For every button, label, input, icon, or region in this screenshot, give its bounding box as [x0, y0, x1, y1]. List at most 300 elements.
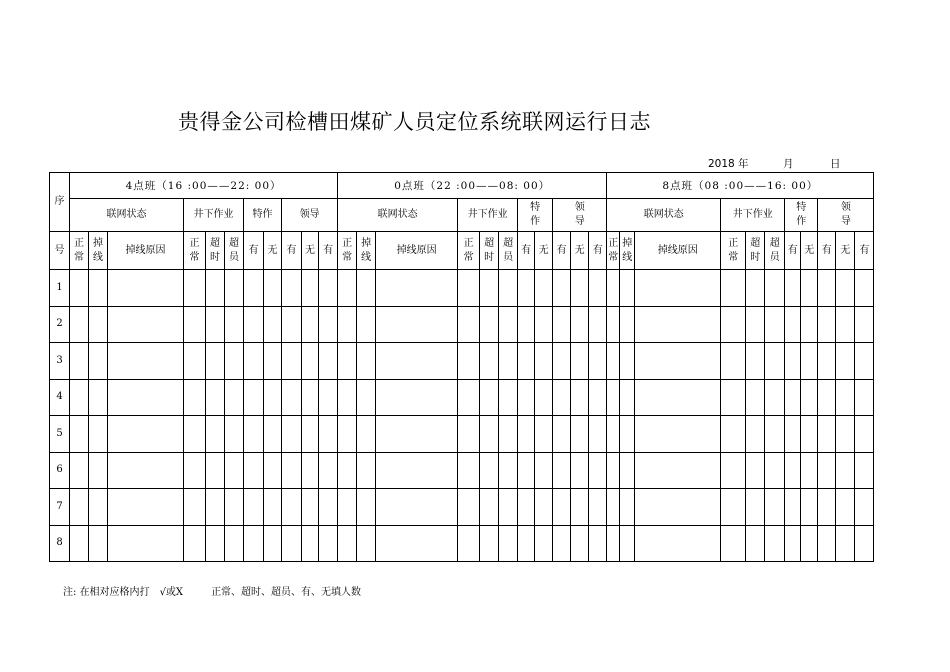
table-cell	[357, 379, 376, 416]
table-cell	[801, 452, 818, 489]
table-cell	[571, 416, 589, 453]
table-cell	[785, 379, 801, 416]
table-cell	[499, 270, 518, 307]
table-cell	[535, 343, 553, 380]
table-cell	[785, 525, 801, 562]
table-cell	[635, 416, 721, 453]
table-cell	[765, 343, 785, 380]
table-cell	[607, 416, 620, 453]
shift-2-normal-header-0	[338, 232, 357, 270]
table-cell	[518, 379, 535, 416]
table-cell	[302, 525, 319, 562]
table-cell	[206, 343, 225, 380]
table-cell	[765, 306, 785, 343]
table-cell	[319, 343, 338, 380]
table-cell	[785, 452, 801, 489]
table-cell	[765, 489, 785, 526]
shift-2-overstaff-header-5	[499, 232, 518, 270]
table-cell	[801, 270, 818, 307]
shift-1-network-header: 联网状态	[70, 199, 184, 232]
shift-1-underground-header: 井下作业	[184, 199, 244, 232]
table-cell	[818, 306, 836, 343]
table-cell	[225, 489, 244, 526]
table-cell	[302, 379, 319, 416]
table-cell	[518, 416, 535, 453]
table-cell	[458, 525, 480, 562]
table-cell	[206, 416, 225, 453]
table-cell	[376, 306, 458, 343]
table-cell	[264, 343, 282, 380]
table-cell	[89, 416, 108, 453]
shift-2-have-header-6: 有	[518, 232, 535, 270]
table-cell	[620, 525, 635, 562]
shift-2-dropped-header-1	[357, 232, 376, 270]
table-cell	[458, 343, 480, 380]
shift-3-have-header-6: 有	[785, 232, 801, 270]
footnote-prefix: 注:	[63, 587, 77, 598]
table-cell	[535, 489, 553, 526]
table-cell	[607, 343, 620, 380]
table-cell	[244, 416, 264, 453]
shift-3-overstaff-header-5-text: 超 员	[769, 237, 780, 263]
shift-2-reason-header-2: 掉线原因	[376, 232, 458, 270]
shift-3-special-header	[785, 199, 818, 232]
table-cell	[357, 416, 376, 453]
table-cell	[620, 379, 635, 416]
table-cell	[855, 452, 874, 489]
table-cell	[499, 525, 518, 562]
table-cell	[89, 379, 108, 416]
table-cell	[620, 306, 635, 343]
table-cell	[553, 379, 571, 416]
table-cell	[319, 416, 338, 453]
table-cell	[765, 525, 785, 562]
table-cell	[571, 525, 589, 562]
table-cell	[70, 416, 89, 453]
row-number-3: 3	[50, 343, 70, 380]
table-cell	[855, 343, 874, 380]
table-cell	[721, 343, 746, 380]
table-cell	[89, 270, 108, 307]
table-cell	[535, 270, 553, 307]
shift-3-normal-header-3	[721, 232, 746, 270]
table-cell	[89, 306, 108, 343]
table-cell	[244, 452, 264, 489]
table-cell	[635, 270, 721, 307]
table-cell	[746, 379, 765, 416]
table-cell	[108, 489, 184, 526]
table-cell	[607, 379, 620, 416]
shift-2-have-header-8: 有	[553, 232, 571, 270]
shift-header-3: 8点班（08 :00——16: 00）	[607, 173, 874, 199]
table-cell	[535, 379, 553, 416]
table-cell	[785, 416, 801, 453]
shift-1-reason-header-2: 掉线原因	[108, 232, 184, 270]
table-cell	[620, 416, 635, 453]
table-cell	[338, 306, 357, 343]
table-cell	[480, 452, 499, 489]
table-cell	[836, 306, 855, 343]
table-cell	[836, 525, 855, 562]
shift-2-normal-header-0-text: 正 常	[342, 237, 353, 263]
shift-1-overstaff-header-5	[225, 232, 244, 270]
table-cell	[746, 306, 765, 343]
table-cell	[184, 270, 206, 307]
table-cell	[108, 452, 184, 489]
table-cell	[338, 452, 357, 489]
table-cell	[282, 489, 302, 526]
shift-2-none-header-9: 无	[571, 232, 589, 270]
table-cell	[818, 489, 836, 526]
table-cell	[836, 270, 855, 307]
shift-1-dropped-header-1-text: 掉 线	[93, 237, 103, 263]
table-cell	[518, 343, 535, 380]
table-cell	[589, 452, 607, 489]
num-header	[50, 232, 70, 270]
table-cell	[206, 306, 225, 343]
table-cell	[89, 452, 108, 489]
table-cell	[818, 452, 836, 489]
shift-1-special-header: 特作	[244, 199, 282, 232]
shift-3-have-header-10: 有	[855, 232, 874, 270]
table-cell	[282, 306, 302, 343]
table-cell	[499, 489, 518, 526]
table-cell	[319, 452, 338, 489]
table-cell	[225, 343, 244, 380]
table-cell	[70, 306, 89, 343]
table-cell	[108, 343, 184, 380]
table-cell	[607, 489, 620, 526]
table-cell	[458, 452, 480, 489]
table-cell	[553, 452, 571, 489]
table-cell	[518, 452, 535, 489]
table-cell	[535, 416, 553, 453]
table-cell	[184, 489, 206, 526]
table-cell	[225, 270, 244, 307]
table-cell	[607, 306, 620, 343]
table-cell	[225, 416, 244, 453]
table-cell	[765, 416, 785, 453]
shift-3-dropped-header-1-text: 掉 线	[622, 237, 633, 263]
table-cell	[206, 489, 225, 526]
table-cell	[635, 489, 721, 526]
table-cell	[338, 270, 357, 307]
shift-1-overtime-header-4-text: 超 时	[210, 237, 220, 263]
table-cell	[855, 489, 874, 526]
shift-2-overstaff-header-5-text: 超 员	[503, 237, 514, 263]
shift-1-normal-header-0-text: 正 常	[74, 237, 84, 263]
table-cell	[589, 525, 607, 562]
table-cell	[620, 452, 635, 489]
table-cell	[855, 306, 874, 343]
table-cell	[855, 270, 874, 307]
table-cell	[553, 525, 571, 562]
table-cell	[480, 416, 499, 453]
table-cell	[571, 343, 589, 380]
table-cell	[818, 343, 836, 380]
table-cell	[89, 525, 108, 562]
shift-1-overtime-header-4	[206, 232, 225, 270]
table-cell	[499, 343, 518, 380]
shift-header-2: 0点班（22 :00——08: 00）	[338, 173, 607, 199]
table-cell	[518, 525, 535, 562]
table-cell	[108, 270, 184, 307]
table-cell	[535, 306, 553, 343]
log-table	[49, 172, 874, 562]
shift-3-none-header-7: 无	[801, 232, 818, 270]
table-cell	[357, 270, 376, 307]
table-cell	[376, 270, 458, 307]
table-cell	[801, 416, 818, 453]
table-cell	[607, 452, 620, 489]
table-cell	[244, 379, 264, 416]
table-cell	[818, 525, 836, 562]
shift-2-special-line-2: 作	[530, 216, 541, 227]
table-cell	[620, 343, 635, 380]
shift-3-leader-line-2: 导	[840, 216, 851, 227]
footnote-text-1: 在相对应格内打	[79, 587, 150, 598]
shift-3-leader-line-1: 领	[840, 202, 851, 213]
table-cell	[721, 489, 746, 526]
table-cell	[376, 379, 458, 416]
table-cell	[499, 379, 518, 416]
shift-1-have-header-6: 有	[244, 232, 264, 270]
table-cell	[721, 306, 746, 343]
table-cell	[855, 379, 874, 416]
table-cell	[635, 379, 721, 416]
table-cell	[302, 270, 319, 307]
page-title: 贵得金公司检槽田煤矿人员定位系统联网运行日志	[178, 110, 651, 134]
table-cell	[338, 489, 357, 526]
table-cell	[184, 343, 206, 380]
table-cell	[746, 416, 765, 453]
table-cell	[589, 416, 607, 453]
table-cell	[553, 416, 571, 453]
table-cell	[818, 270, 836, 307]
table-cell	[184, 306, 206, 343]
table-cell	[746, 525, 765, 562]
table-cell	[499, 306, 518, 343]
table-cell	[458, 489, 480, 526]
table-cell	[480, 379, 499, 416]
table-cell	[785, 489, 801, 526]
shift-1-leader-header: 领导	[282, 199, 338, 232]
table-cell	[499, 416, 518, 453]
shift-3-overtime-header-4-text: 超 时	[750, 237, 761, 263]
footnote-text-3: 正常、超时、超员、有、无填人数	[211, 587, 362, 598]
table-cell	[535, 452, 553, 489]
table-cell	[319, 270, 338, 307]
table-cell	[746, 343, 765, 380]
seq-header-label: 序	[54, 196, 65, 207]
shift-3-special-line-1: 特	[796, 202, 807, 213]
table-cell	[801, 379, 818, 416]
table-cell	[357, 489, 376, 526]
footnote-text-2: √或X	[159, 587, 184, 598]
shift-1-have-header-8: 有	[282, 232, 302, 270]
table-cell	[282, 379, 302, 416]
table-cell	[282, 416, 302, 453]
table-cell	[244, 306, 264, 343]
table-cell	[206, 525, 225, 562]
table-cell	[589, 306, 607, 343]
table-cell	[801, 306, 818, 343]
table-cell	[635, 343, 721, 380]
table-cell	[721, 379, 746, 416]
table-cell	[589, 489, 607, 526]
table-cell	[480, 343, 499, 380]
table-cell	[836, 379, 855, 416]
table-cell	[480, 525, 499, 562]
table-cell	[801, 525, 818, 562]
table-cell	[264, 416, 282, 453]
table-cell	[184, 452, 206, 489]
table-cell	[264, 525, 282, 562]
shift-3-overstaff-header-5	[765, 232, 785, 270]
table-cell	[319, 379, 338, 416]
table-cell	[765, 452, 785, 489]
table-cell	[89, 343, 108, 380]
shift-1-dropped-header-1	[89, 232, 108, 270]
shift-2-normal-header-3-text: 正 常	[463, 237, 474, 263]
table-cell	[357, 343, 376, 380]
shift-1-none-header-9: 无	[302, 232, 319, 270]
table-cell	[244, 270, 264, 307]
table-cell	[376, 525, 458, 562]
table-cell	[264, 306, 282, 343]
shift-2-leader-line-2: 导	[574, 216, 585, 227]
row-number-1: 1	[50, 270, 70, 307]
table-cell	[282, 525, 302, 562]
table-cell	[480, 306, 499, 343]
table-cell	[571, 270, 589, 307]
table-cell	[302, 306, 319, 343]
date-month: 月	[783, 158, 794, 170]
table-cell	[535, 525, 553, 562]
table-cell	[376, 343, 458, 380]
shift-1-none-header-7: 无	[264, 232, 282, 270]
shift-2-network-header: 联网状态	[338, 199, 458, 232]
table-cell	[721, 270, 746, 307]
shift-2-special-header	[518, 199, 553, 232]
table-cell	[184, 525, 206, 562]
table-cell	[480, 270, 499, 307]
table-cell	[357, 525, 376, 562]
table-cell	[765, 270, 785, 307]
table-cell	[89, 489, 108, 526]
table-cell	[70, 489, 89, 526]
table-cell	[108, 379, 184, 416]
table-cell	[836, 343, 855, 380]
table-cell	[607, 525, 620, 562]
shift-1-normal-header-0	[70, 232, 89, 270]
table-cell	[302, 452, 319, 489]
table-cell	[499, 452, 518, 489]
table-cell	[338, 343, 357, 380]
table-cell	[225, 306, 244, 343]
table-cell	[184, 379, 206, 416]
table-cell	[108, 525, 184, 562]
table-cell	[225, 525, 244, 562]
table-cell	[620, 270, 635, 307]
table-cell	[264, 270, 282, 307]
table-cell	[589, 379, 607, 416]
table-cell	[571, 306, 589, 343]
shift-1-have-header-10: 有	[319, 232, 338, 270]
table-cell	[70, 525, 89, 562]
table-cell	[818, 416, 836, 453]
num-header-label: 号	[54, 244, 65, 256]
table-cell	[319, 489, 338, 526]
table-cell	[836, 452, 855, 489]
table-cell	[225, 379, 244, 416]
shift-1-normal-header-3	[184, 232, 206, 270]
table-cell	[480, 489, 499, 526]
table-cell	[553, 306, 571, 343]
table-cell	[108, 416, 184, 453]
table-cell	[765, 379, 785, 416]
table-cell	[553, 270, 571, 307]
table-cell	[801, 343, 818, 380]
table-cell	[338, 379, 357, 416]
table-cell	[589, 270, 607, 307]
table-cell	[264, 379, 282, 416]
table-cell	[571, 489, 589, 526]
shift-2-overtime-header-4	[480, 232, 499, 270]
table-cell	[458, 306, 480, 343]
table-cell	[184, 416, 206, 453]
table-cell	[721, 452, 746, 489]
shift-2-underground-header: 井下作业	[458, 199, 518, 232]
shift-1-overstaff-header-5-text: 超 员	[229, 237, 239, 263]
table-cell	[589, 343, 607, 380]
table-cell	[376, 489, 458, 526]
table-cell	[302, 416, 319, 453]
shift-3-dropped-header-1	[620, 232, 635, 270]
table-cell	[206, 270, 225, 307]
table-cell	[319, 525, 338, 562]
table-cell	[518, 306, 535, 343]
table-cell	[553, 343, 571, 380]
row-number-8: 8	[50, 525, 70, 562]
seq-header	[50, 173, 70, 232]
table-cell	[818, 379, 836, 416]
table-cell	[282, 343, 302, 380]
shift-3-leader-header	[818, 199, 874, 232]
table-cell	[264, 489, 282, 526]
table-cell	[225, 452, 244, 489]
table-cell	[338, 416, 357, 453]
table-cell	[801, 489, 818, 526]
table-cell	[721, 416, 746, 453]
table-cell	[244, 525, 264, 562]
table-cell	[70, 343, 89, 380]
row-number-7: 7	[50, 489, 70, 526]
shift-2-special-line-1: 特	[530, 202, 541, 213]
shift-2-leader-line-1: 领	[574, 202, 585, 213]
shift-3-underground-header: 井下作业	[721, 199, 785, 232]
shift-3-special-line-2: 作	[796, 216, 807, 227]
shift-1-normal-header-3-text: 正 常	[189, 237, 200, 263]
row-number-5: 5	[50, 416, 70, 453]
shift-3-none-header-9: 无	[836, 232, 855, 270]
shift-3-normal-header-0	[607, 232, 620, 270]
table-cell	[338, 525, 357, 562]
shift-3-overtime-header-4	[746, 232, 765, 270]
table-cell	[302, 489, 319, 526]
table-cell	[302, 343, 319, 380]
shift-2-none-header-7: 无	[535, 232, 553, 270]
